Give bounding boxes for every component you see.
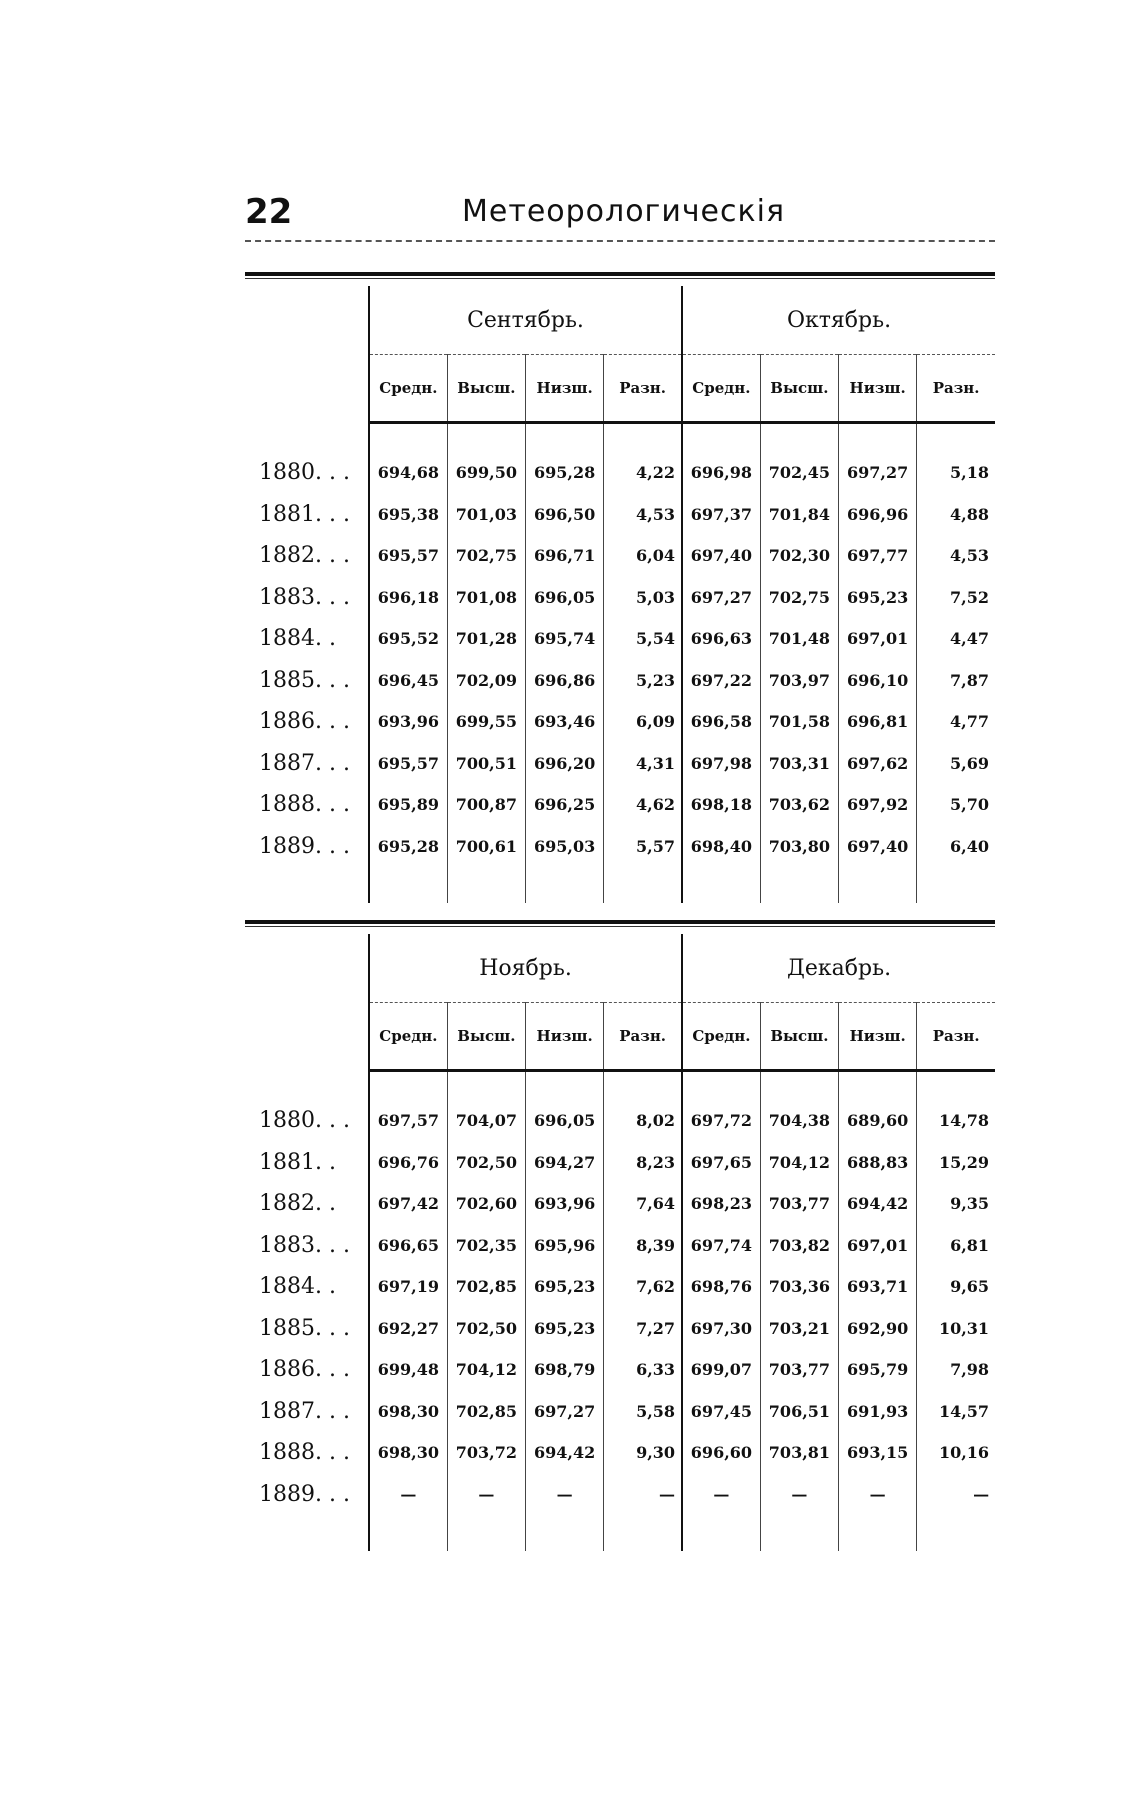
range-value: 14,57 [917, 1391, 995, 1433]
max-value: 700,61 [447, 826, 525, 868]
max-value: 702,30 [760, 535, 838, 577]
spacer-cell [604, 1071, 682, 1101]
max-value: 702,35 [447, 1225, 525, 1267]
year-label: 1889. . . [259, 833, 350, 859]
table-row [245, 618, 995, 660]
year-column-header [245, 934, 369, 1071]
table-row [245, 452, 995, 494]
spacer-cell [447, 867, 525, 903]
table-row [245, 1308, 995, 1350]
min-value: 695,03 [526, 826, 604, 868]
sub-header-min: Низш. [839, 1003, 917, 1071]
spacer-cell [839, 867, 917, 903]
min-value: — [526, 1474, 604, 1516]
max-value: 701,03 [447, 494, 525, 536]
table-row [245, 1391, 995, 1433]
month-header: Октябрь. [682, 286, 995, 355]
spacer-cell [760, 1071, 838, 1101]
year-label: 1881. . . [259, 501, 350, 527]
range-value: 4,77 [917, 701, 995, 743]
range-value: 5,58 [604, 1391, 682, 1433]
spacer-cell [526, 423, 604, 453]
min-value: 697,62 [839, 743, 917, 785]
spacer-cell [682, 1515, 760, 1551]
mean-value: 698,18 [682, 784, 760, 826]
min-value: 696,05 [526, 577, 604, 619]
table-top-rule-thin [245, 278, 995, 279]
max-value: 703,62 [760, 784, 838, 826]
mean-value: 695,52 [369, 618, 447, 660]
range-value: 4,62 [604, 784, 682, 826]
min-value: 693,71 [839, 1266, 917, 1308]
table-row [245, 701, 995, 743]
spacer-cell [682, 867, 760, 903]
max-value: 700,51 [447, 743, 525, 785]
min-value: 697,27 [526, 1391, 604, 1433]
max-value: 702,85 [447, 1391, 525, 1433]
max-value: 699,55 [447, 701, 525, 743]
table-row [245, 660, 995, 702]
spacer-row [245, 1515, 995, 1551]
range-value: 6,40 [917, 826, 995, 868]
max-value: 701,28 [447, 618, 525, 660]
table-row [245, 1183, 995, 1225]
mean-value: 695,57 [369, 743, 447, 785]
range-value: 7,62 [604, 1266, 682, 1308]
spacer-cell [369, 1515, 447, 1551]
max-value: 702,09 [447, 660, 525, 702]
mean-value: — [369, 1474, 447, 1516]
min-value: 697,40 [839, 826, 917, 868]
min-value: 695,74 [526, 618, 604, 660]
year-label: 1888. . . [259, 1440, 350, 1466]
min-value: 697,01 [839, 1225, 917, 1267]
year-label: 1883. . . [259, 1232, 350, 1258]
mean-value: 697,19 [369, 1266, 447, 1308]
sub-header-mean: Средн. [369, 355, 447, 423]
max-value: 703,21 [760, 1308, 838, 1350]
range-value: 7,52 [917, 577, 995, 619]
sub-header-max: Высш. [447, 1003, 525, 1071]
sub-header-mean: Средн. [369, 1003, 447, 1071]
spacer-cell [604, 867, 682, 903]
range-value: 8,02 [604, 1100, 682, 1142]
range-value: 5,69 [917, 743, 995, 785]
max-value: 702,85 [447, 1266, 525, 1308]
min-value: 692,90 [839, 1308, 917, 1350]
spacer-cell [447, 423, 525, 453]
mean-value: 696,60 [682, 1432, 760, 1474]
min-value: 697,27 [839, 452, 917, 494]
range-value: 5,03 [604, 577, 682, 619]
range-value: 9,65 [917, 1266, 995, 1308]
range-value: 4,31 [604, 743, 682, 785]
table-row [245, 1225, 995, 1267]
max-value: 702,75 [447, 535, 525, 577]
max-value: — [447, 1474, 525, 1516]
table-row [245, 743, 995, 785]
max-value: 703,82 [760, 1225, 838, 1267]
mean-value: 697,72 [682, 1100, 760, 1142]
min-value: 693,96 [526, 1183, 604, 1225]
min-value: 697,92 [839, 784, 917, 826]
min-value: 691,93 [839, 1391, 917, 1433]
mean-value: 697,57 [369, 1100, 447, 1142]
mean-value: 695,38 [369, 494, 447, 536]
sub-header-mean: Средн. [682, 1003, 760, 1071]
year-label: 1884. . [259, 626, 336, 652]
range-value: 5,23 [604, 660, 682, 702]
max-value: 703,31 [760, 743, 838, 785]
min-value: 698,79 [526, 1349, 604, 1391]
spacer-cell [245, 1515, 369, 1551]
min-value: 696,86 [526, 660, 604, 702]
mean-value: 698,23 [682, 1183, 760, 1225]
mean-value: 696,18 [369, 577, 447, 619]
max-value: 701,08 [447, 577, 525, 619]
table-top-rule [245, 920, 995, 924]
sub-header-min: Низш. [526, 1003, 604, 1071]
mean-value: 697,45 [682, 1391, 760, 1433]
sub-header-range: Разн. [917, 355, 995, 423]
year-label: 1884. . [259, 1274, 336, 1300]
min-value: — [839, 1474, 917, 1516]
year-label: 1883. . . [259, 584, 350, 610]
table-row [245, 1432, 995, 1474]
range-value: 4,88 [917, 494, 995, 536]
max-value: 704,07 [447, 1100, 525, 1142]
min-value: 696,20 [526, 743, 604, 785]
spacer-row [245, 867, 995, 903]
spacer-cell [760, 1515, 838, 1551]
range-value: — [604, 1474, 682, 1516]
range-value: 4,22 [604, 452, 682, 494]
range-value: 5,57 [604, 826, 682, 868]
range-value: 5,18 [917, 452, 995, 494]
range-value: 6,81 [917, 1225, 995, 1267]
spacer-cell [526, 867, 604, 903]
spacer-cell [526, 1071, 604, 1101]
mean-value: 696,98 [682, 452, 760, 494]
table-row [245, 826, 995, 868]
range-value: 6,09 [604, 701, 682, 743]
table-row [245, 494, 995, 536]
max-value: 700,87 [447, 784, 525, 826]
max-value: 704,12 [447, 1349, 525, 1391]
mean-value: 697,27 [682, 577, 760, 619]
table-row [245, 1142, 995, 1184]
range-value: 4,53 [917, 535, 995, 577]
min-value: 694,42 [526, 1432, 604, 1474]
range-value: — [917, 1474, 995, 1516]
year-label: 1886. . . [259, 709, 350, 735]
mean-value: 697,37 [682, 494, 760, 536]
mean-value: 698,76 [682, 1266, 760, 1308]
table-row [245, 1349, 995, 1391]
min-value: 694,42 [839, 1183, 917, 1225]
range-value: 4,53 [604, 494, 682, 536]
spacer-cell [682, 423, 760, 453]
max-value: 703,97 [760, 660, 838, 702]
year-label: 1880. . . [259, 1108, 350, 1134]
year-label: 1885. . . [259, 1315, 350, 1341]
spacer-cell [839, 423, 917, 453]
spacer-cell [526, 1515, 604, 1551]
spacer-row [245, 1071, 995, 1101]
range-value: 4,47 [917, 618, 995, 660]
mean-value: 697,22 [682, 660, 760, 702]
month-header: Декабрь. [682, 934, 995, 1003]
max-value: 703,72 [447, 1432, 525, 1474]
mean-value: 694,68 [369, 452, 447, 494]
mean-value: 698,30 [369, 1432, 447, 1474]
month-header: Ноябрь. [369, 934, 682, 1003]
year-column-header [245, 286, 369, 423]
year-label: 1887. . . [259, 750, 350, 776]
month-header: Сентябрь. [369, 286, 682, 355]
year-label: 1881. . [259, 1149, 336, 1175]
range-value: 9,30 [604, 1432, 682, 1474]
min-value: 696,50 [526, 494, 604, 536]
table-row [245, 1100, 995, 1142]
year-label: 1882. . . [259, 543, 350, 569]
min-value: 695,23 [526, 1266, 604, 1308]
year-label: 1880. . . [259, 460, 350, 486]
range-value: 6,33 [604, 1349, 682, 1391]
spacer-row [245, 423, 995, 453]
year-label: 1882. . [259, 1191, 336, 1217]
table-top-rule-thin [245, 926, 995, 927]
pressure-table [245, 286, 995, 903]
max-value: 703,77 [760, 1349, 838, 1391]
mean-value: 696,45 [369, 660, 447, 702]
min-value: 689,60 [839, 1100, 917, 1142]
max-value: 703,80 [760, 826, 838, 868]
mean-value: — [682, 1474, 760, 1516]
table-row [245, 577, 995, 619]
mean-value: 695,28 [369, 826, 447, 868]
min-value: 696,10 [839, 660, 917, 702]
spacer-cell [917, 1071, 995, 1101]
year-label: 1888. . . [259, 792, 350, 818]
min-value: 696,25 [526, 784, 604, 826]
min-value: 695,23 [526, 1308, 604, 1350]
table-row [245, 784, 995, 826]
spacer-cell [447, 1515, 525, 1551]
mean-value: 697,30 [682, 1308, 760, 1350]
sub-header-max: Высш. [447, 355, 525, 423]
min-value: 695,96 [526, 1225, 604, 1267]
year-label: 1886. . . [259, 1357, 350, 1383]
sub-header-min: Низш. [526, 355, 604, 423]
spacer-cell [917, 423, 995, 453]
mean-value: 699,48 [369, 1349, 447, 1391]
range-value: 15,29 [917, 1142, 995, 1184]
max-value: 699,50 [447, 452, 525, 494]
sub-header-range: Разн. [604, 355, 682, 423]
min-value: 697,77 [839, 535, 917, 577]
spacer-cell [917, 867, 995, 903]
mean-value: 698,40 [682, 826, 760, 868]
min-value: 693,46 [526, 701, 604, 743]
year-label: 1885. . . [259, 667, 350, 693]
min-value: 696,05 [526, 1100, 604, 1142]
mean-value: 696,65 [369, 1225, 447, 1267]
range-value: 7,87 [917, 660, 995, 702]
sub-header-range: Разн. [604, 1003, 682, 1071]
spacer-cell [245, 423, 369, 453]
table-row [245, 535, 995, 577]
max-value: 702,50 [447, 1308, 525, 1350]
sub-header-max: Высш. [760, 355, 838, 423]
spacer-cell [369, 1071, 447, 1101]
max-value: 701,58 [760, 701, 838, 743]
min-value: 694,27 [526, 1142, 604, 1184]
table-row [245, 1474, 995, 1516]
min-value: 696,96 [839, 494, 917, 536]
range-value: 5,54 [604, 618, 682, 660]
year-label: 1889. . . [259, 1481, 350, 1507]
min-value: 693,15 [839, 1432, 917, 1474]
range-value: 8,23 [604, 1142, 682, 1184]
max-value: 706,51 [760, 1391, 838, 1433]
mean-value: 698,30 [369, 1391, 447, 1433]
spacer-cell [682, 1071, 760, 1101]
mean-value: 697,42 [369, 1183, 447, 1225]
spacer-cell [839, 1071, 917, 1101]
max-value: 703,77 [760, 1183, 838, 1225]
range-value: 7,27 [604, 1308, 682, 1350]
range-value: 6,04 [604, 535, 682, 577]
spacer-cell [839, 1515, 917, 1551]
mean-value: 697,65 [682, 1142, 760, 1184]
year-label: 1887. . . [259, 1398, 350, 1424]
max-value: 702,45 [760, 452, 838, 494]
max-value: 703,36 [760, 1266, 838, 1308]
spacer-cell [760, 423, 838, 453]
running-title: Метеорологическія [462, 194, 785, 229]
sub-header-range: Разн. [917, 1003, 995, 1071]
max-value: 703,81 [760, 1432, 838, 1474]
table-row [245, 1266, 995, 1308]
spacer-cell [369, 423, 447, 453]
mean-value: 693,96 [369, 701, 447, 743]
mean-value: 695,57 [369, 535, 447, 577]
spacer-cell [604, 1515, 682, 1551]
max-value: 704,12 [760, 1142, 838, 1184]
max-value: — [760, 1474, 838, 1516]
max-value: 701,84 [760, 494, 838, 536]
sub-header-min: Низш. [839, 355, 917, 423]
mean-value: 696,63 [682, 618, 760, 660]
mean-value: 697,98 [682, 743, 760, 785]
range-value: 10,31 [917, 1308, 995, 1350]
mean-value: 696,58 [682, 701, 760, 743]
spacer-cell [245, 1071, 369, 1101]
sub-header-mean: Средн. [682, 355, 760, 423]
min-value: 688,83 [839, 1142, 917, 1184]
header-rule [245, 240, 995, 242]
spacer-cell [604, 423, 682, 453]
min-value: 697,01 [839, 618, 917, 660]
max-value: 701,48 [760, 618, 838, 660]
max-value: 702,75 [760, 577, 838, 619]
mean-value: 699,07 [682, 1349, 760, 1391]
table-top-rule [245, 272, 995, 276]
pressure-table [245, 934, 995, 1551]
spacer-cell [917, 1515, 995, 1551]
range-value: 14,78 [917, 1100, 995, 1142]
max-value: 702,50 [447, 1142, 525, 1184]
page-number: 22 [245, 192, 293, 232]
min-value: 696,81 [839, 701, 917, 743]
max-value: 704,38 [760, 1100, 838, 1142]
max-value: 702,60 [447, 1183, 525, 1225]
min-value: 696,71 [526, 535, 604, 577]
range-value: 7,98 [917, 1349, 995, 1391]
spacer-cell [447, 1071, 525, 1101]
range-value: 9,35 [917, 1183, 995, 1225]
mean-value: 692,27 [369, 1308, 447, 1350]
range-value: 10,16 [917, 1432, 995, 1474]
spacer-cell [760, 867, 838, 903]
spacer-cell [369, 867, 447, 903]
sub-header-max: Высш. [760, 1003, 838, 1071]
mean-value: 696,76 [369, 1142, 447, 1184]
min-value: 695,79 [839, 1349, 917, 1391]
spacer-cell [245, 867, 369, 903]
min-value: 695,28 [526, 452, 604, 494]
mean-value: 697,74 [682, 1225, 760, 1267]
range-value: 7,64 [604, 1183, 682, 1225]
mean-value: 695,89 [369, 784, 447, 826]
min-value: 695,23 [839, 577, 917, 619]
range-value: 5,70 [917, 784, 995, 826]
range-value: 8,39 [604, 1225, 682, 1267]
mean-value: 697,40 [682, 535, 760, 577]
